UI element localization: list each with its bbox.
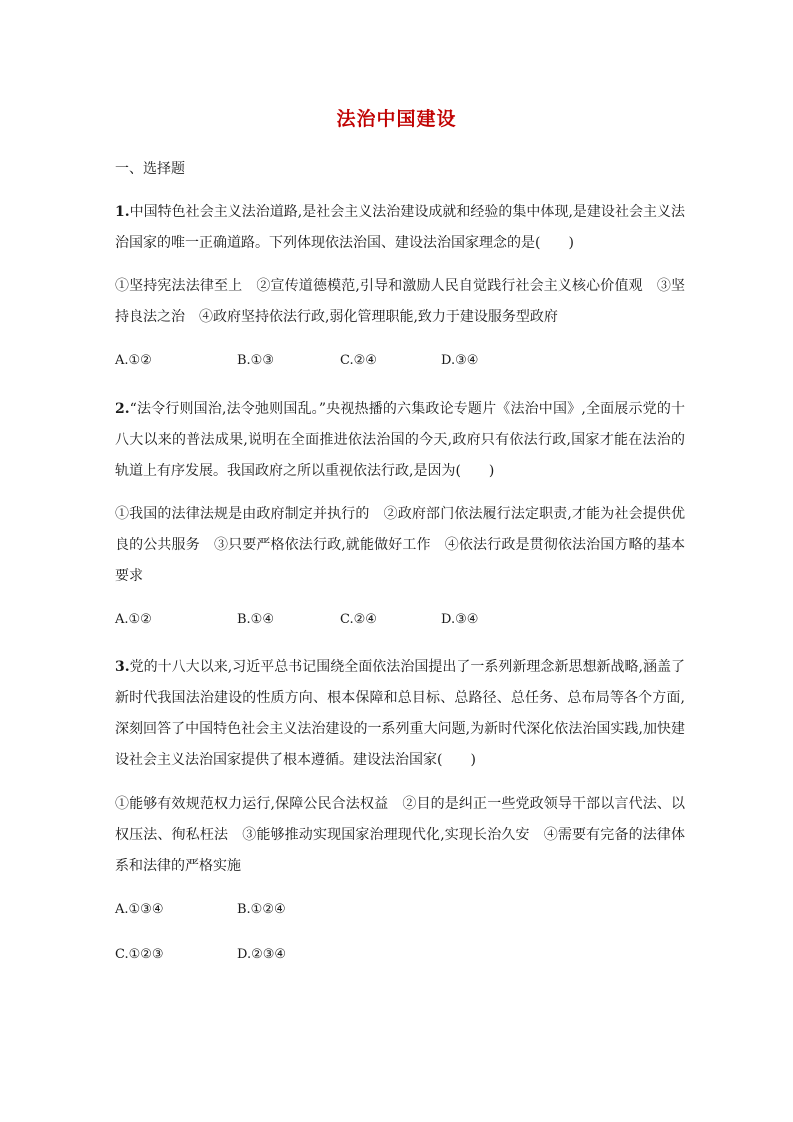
answer-option-d: D.③④ <box>441 353 479 368</box>
question-3-statements: ①能够有效规范权力运行,保障公民合法权益 ②目的是纠正一些党政领导干部以言代法、以权压法、徇私枉法 ③能够推动实现国家治理现代化,实现长治久安 ④需要有完备的法律体系和法律的严格实施 <box>115 796 685 874</box>
question-number: 1. <box>115 204 130 220</box>
question-2-statements: ①我国的法律法规是由政府制定并执行的 ②政府部门依法履行法定职责,才能为社会提供优良的公共服务 ③只要严格依法行政,就能做好工作 ④依法行政是贯彻依法治国方略的基本要求 <box>115 506 685 584</box>
section-heading: 一、选择题 <box>115 161 185 177</box>
answer-option-b: B.①③ <box>237 353 274 368</box>
answer-option-a: A.①③④ <box>115 902 164 917</box>
answer-option-c: C.①②③ <box>115 947 164 962</box>
page-title: 法治中国建设 <box>336 108 457 130</box>
answer-option-a: A.①② <box>115 353 152 368</box>
question-1-stem <box>115 197 685 259</box>
answer-option-d: D.③④ <box>441 612 479 627</box>
answer-option-b: B.①②④ <box>237 902 286 917</box>
answer-option-b: B.①④ <box>237 612 274 627</box>
question-text: “法令行则国治,法令弛则国乱。”央视热播的六集政论专题片《法治中国》,全面展示党的十八大以来的普法成果,说明在全面推进依法治国的今天,政府只有依法行政,国家才能在法治的轨道上有序发展。我国政府之所以重视依法行政,是因为( ) <box>115 401 685 479</box>
answer-option-c: C.②④ <box>340 353 377 368</box>
question-1-statements: ①坚持宪法法律至上 ②宣传道德模范,引导和激励人民自觉践行社会主义核心价值观 ③坚持良法之治 ④政府坚持依法行政,弱化管理职能,致力于建设服务型政府 <box>115 278 685 325</box>
question-text: 中国特色社会主义法治道路,是社会主义法治建设成就和经验的集中体现,是建设社会主义法治国家的唯一正确道路。下列体现依法治国、建设法治国家理念的是( ) <box>115 204 685 251</box>
question-number: 2. <box>115 401 130 417</box>
answer-option-a: A.①② <box>115 612 152 627</box>
question-number: 3. <box>115 659 130 675</box>
question-2-stem <box>115 394 685 487</box>
question-text: 党的十八大以来,习近平总书记围绕全面依法治国提出了一系列新理念新思想新战略,涵盖了新时代我国法治建设的性质方向、根本保障和总目标、总路径、总任务、总布局等各个方面,深刻回答了中国特色社会主义法治建设的一系列重大问题,为新时代深化依法治国实践,加快建设社会主义法治国家提供了根本遵循。建设法治国家( ) <box>115 659 685 768</box>
question-3-stem <box>115 652 685 776</box>
answer-option-d: D.②③④ <box>237 947 287 962</box>
answer-option-c: C.②④ <box>340 612 377 627</box>
